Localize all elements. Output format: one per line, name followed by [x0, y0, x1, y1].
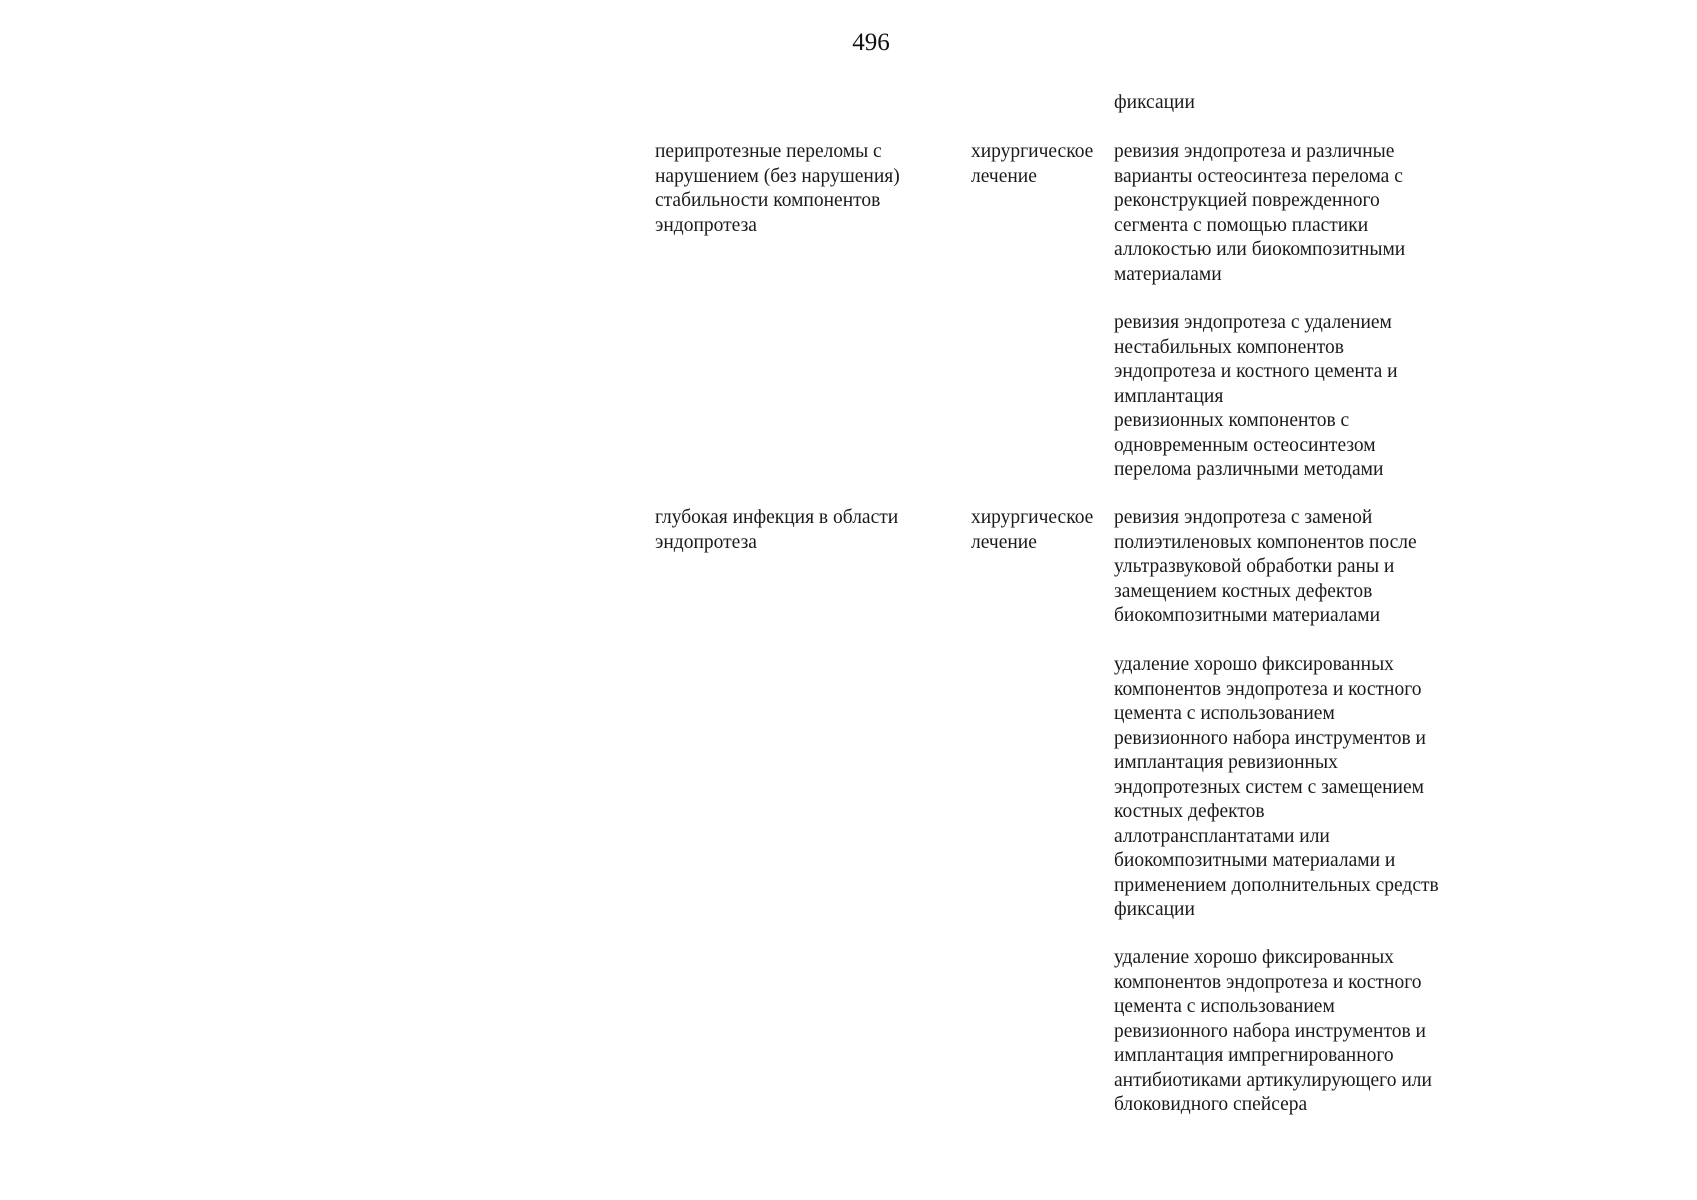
treatment-type-cell: хирургическое лечение: [971, 507, 1094, 553]
method-cell: ревизия эндопротеза и различные варианты остеосинтеза перелома с реконструкцией поврежденного сегмента с помощью пластики аллокостью или биокомпозитными материалами: [1114, 141, 1406, 285]
method-cell: фиксации: [1114, 92, 1195, 113]
treatment-type-cell: хирургическое лечение: [971, 141, 1094, 187]
method-cell: удаление хорошо фиксированных компонентов эндопротеза и костного цемента с использованием ревизионного набора инструментов и имплантация импрегнированного антибиотиками артикулирующего или блоковидного спейсера: [1114, 947, 1432, 1115]
method-cell: удаление хорошо фиксированных компонентов эндопротеза и костного цемента с использованием ревизионного набора инструментов и имплантация ревизионных эндопротезных систем с замещением костных дефектов аллотрансплантатами или биокомпозитными материалами и применением дополнительных средств фиксации: [1114, 654, 1439, 920]
condition-cell: глубокая инфекция в области эндопротеза: [655, 507, 899, 553]
page-number: 496: [852, 29, 890, 56]
method-cell: ревизия эндопротеза с удалением нестабильных компонентов эндопротеза и костного цемента и имплантация ревизионных компонентов с одновременным остеосинтезом перелома различными методами: [1114, 312, 1398, 480]
method-cell: ревизия эндопротеза с заменой полиэтиленовых компонентов после ультразвуковой обработки раны и замещением костных дефектов биокомпозитными материалами: [1114, 507, 1417, 626]
condition-cell: перипротезные переломы с нарушением (без нарушения) стабильности компонентов эндопротеза: [655, 141, 900, 236]
